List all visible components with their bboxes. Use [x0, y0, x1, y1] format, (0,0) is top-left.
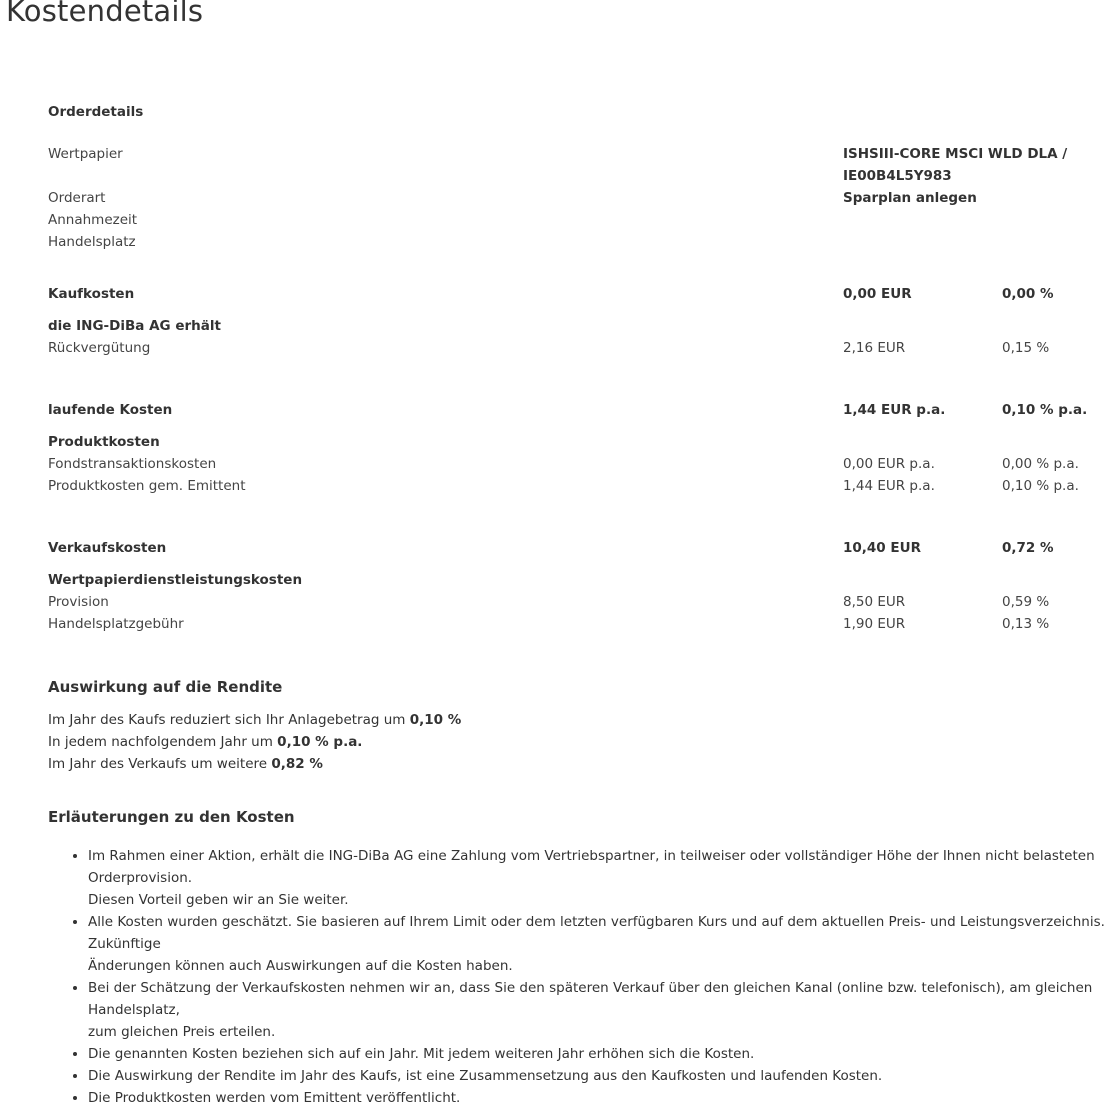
verkaufskosten-pct: 0,72 % [1002, 540, 1054, 556]
rendite-line-folgejahr [48, 731, 362, 753]
laufende-kosten-pct: 0,10 % p.a. [1002, 402, 1088, 418]
page-title: Kostendetails [6, 0, 204, 28]
annahmezeit-label: Annahmezeit [48, 212, 138, 228]
provision-row [48, 591, 1106, 613]
list-item [88, 1065, 1106, 1087]
kaufkosten-label: Kaufkosten [48, 286, 135, 302]
handelsplatzgebuehr-label: Handelsplatzgebühr [48, 616, 184, 632]
list-item-line: Alle Kosten wurden geschätzt. Sie basieren auf Ihrem Limit oder dem letzten verfügbaren Kurs und auf dem aktuellen Preis- und Leistungsverzeichnis. Zukünftige [88, 914, 1105, 952]
rendite-heading: Auswirkung auf die Rendite [48, 678, 283, 696]
list-item-line: Die genannten Kosten beziehen sich auf ein Jahr. Mit jedem weiteren Jahr erhöhen sich die Kosten. [88, 1046, 755, 1062]
laufende-kosten-label: laufende Kosten [48, 402, 173, 418]
fondstransaktionskosten-pct: 0,00 % p.a. [1002, 456, 1079, 472]
laufende-kosten-row [48, 399, 1106, 421]
fondstransaktionskosten-eur: 0,00 EUR p.a. [843, 456, 935, 472]
provision-pct: 0,59 % [1002, 594, 1050, 610]
kaufkosten-sub-heading: die ING-DiBa AG erhält [48, 318, 221, 334]
wpdl-kosten-heading: Wertpapierdienstleistungskosten [48, 572, 303, 588]
wertpapier-value-name: ISHSIII-CORE MSCI WLD DLA / [843, 146, 1068, 162]
wpdl-kosten-heading-row [48, 569, 1106, 591]
wertpapier-value-isin: IE00B4L5Y983 [843, 168, 952, 184]
rueckverguetung-pct: 0,15 % [1002, 340, 1050, 356]
list-item-line: zum gleichen Preis erteilen. [88, 1024, 276, 1040]
fondstransaktionskosten-row [48, 453, 1106, 475]
list-item-line: Die Produktkosten werden vom Emittent veröffentlicht. [88, 1090, 461, 1106]
handelsplatz-row [48, 231, 1106, 253]
wertpapier-label: Wertpapier [48, 146, 123, 162]
rendite-line-verkauf-text: Im Jahr des Verkaufs um weitere [48, 756, 272, 772]
verkaufskosten-label: Verkaufskosten [48, 540, 167, 556]
list-item [88, 977, 1106, 1043]
handelsplatz-label: Handelsplatz [48, 234, 136, 250]
verkaufskosten-eur: 10,40 EUR [843, 540, 921, 556]
erlaeuterungen-list [48, 845, 1106, 1109]
list-item [88, 1043, 1106, 1065]
handelsplatzgebuehr-row [48, 613, 1106, 635]
rueckverguetung-eur: 2,16 EUR [843, 340, 906, 356]
orderart-value: Sparplan anlegen [843, 190, 977, 206]
list-item-line: Die Auswirkung der Rendite im Jahr des Kaufs, ist eine Zusammensetzung aus den Kaufkosten und laufenden Kosten. [88, 1068, 883, 1084]
list-item [88, 1087, 1106, 1109]
wertpapier-isin-row [48, 165, 1106, 187]
list-item-line: Bei der Schätzung der Verkaufskosten nehmen wir an, dass Sie den späteren Verkauf über den gleichen Kanal (online bzw. telefonisch), am gleichen Handelsplatz, [88, 980, 1093, 1018]
rendite-line-kauf [48, 709, 461, 731]
produktkosten-heading-row [48, 431, 1106, 453]
kaufkosten-row [48, 283, 1106, 305]
rendite-line-kauf-text: Im Jahr des Kaufs reduziert sich Ihr Anlagebetrag um [48, 712, 410, 728]
rendite-line-folgejahr-value: 0,10 % p.a. [277, 734, 363, 750]
kaufkosten-eur: 0,00 EUR [843, 286, 912, 302]
erlaeuterungen-heading: Erläuterungen zu den Kosten [48, 808, 295, 826]
provision-eur: 8,50 EUR [843, 594, 906, 610]
list-item [88, 911, 1106, 977]
kaufkosten-pct: 0,00 % [1002, 286, 1054, 302]
handelsplatzgebuehr-pct: 0,13 % [1002, 616, 1050, 632]
orderart-label: Orderart [48, 190, 106, 206]
rendite-line-verkauf-value: 0,82 % [271, 756, 323, 772]
rueckverguetung-label: Rückvergütung [48, 340, 151, 356]
rueckverguetung-row [48, 337, 1106, 359]
produktkosten-emittent-eur: 1,44 EUR p.a. [843, 478, 935, 494]
orderdetails-heading: Orderdetails [48, 104, 144, 120]
list-item-line: Änderungen können auch Auswirkungen auf die Kosten haben. [88, 958, 513, 974]
produktkosten-emittent-row [48, 475, 1106, 497]
list-item-line: Im Rahmen einer Aktion, erhält die ING-DiBa AG eine Zahlung vom Vertriebspartner, in teilweiser oder vollständiger Höhe der Ihnen nicht belasteten Orderprovision. [88, 848, 1095, 886]
produktkosten-emittent-pct: 0,10 % p.a. [1002, 478, 1079, 494]
kaufkosten-sub-heading-row [48, 315, 1106, 337]
handelsplatzgebuehr-eur: 1,90 EUR [843, 616, 906, 632]
provision-label: Provision [48, 594, 109, 610]
fondstransaktionskosten-label: Fondstransaktionskosten [48, 456, 217, 472]
rendite-line-kauf-value: 0,10 % [409, 712, 462, 728]
wertpapier-row [48, 143, 1106, 165]
orderart-row [48, 187, 1106, 209]
annahmezeit-row [48, 209, 1106, 231]
produktkosten-emittent-label: Produktkosten gem. Emittent [48, 478, 246, 494]
verkaufskosten-row [48, 537, 1106, 559]
laufende-kosten-eur: 1,44 EUR p.a. [843, 402, 946, 418]
produktkosten-heading: Produktkosten [48, 434, 160, 450]
rendite-line-folgejahr-text: In jedem nachfolgendem Jahr um [48, 734, 278, 750]
rendite-line-verkauf [48, 753, 323, 775]
orderdetails-heading-row [48, 101, 1106, 123]
list-item-line: Diesen Vorteil geben wir an Sie weiter. [88, 892, 349, 908]
list-item [88, 845, 1106, 911]
